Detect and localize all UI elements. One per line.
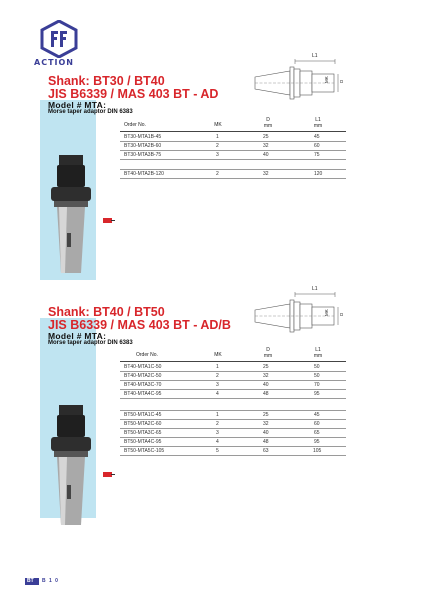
red-marker-stem bbox=[111, 220, 115, 221]
table-cell-mk: 2 bbox=[216, 171, 219, 177]
table-cell-mk: 3 bbox=[216, 152, 219, 158]
table-cell-l1: 60 bbox=[314, 421, 320, 427]
diagram-l1-label: L1 bbox=[312, 53, 318, 59]
table-cell-l1: 45 bbox=[314, 412, 320, 418]
header-order: Order No. bbox=[124, 122, 146, 128]
header-mk: MK bbox=[214, 352, 222, 358]
header-d-unit: mm bbox=[263, 353, 273, 359]
table-cell-order: BT40-MTA2C-50 bbox=[124, 373, 162, 379]
section-1-diagram bbox=[250, 55, 350, 105]
section-1-subtitle: Morse taper adaptor DIN 6383 bbox=[48, 109, 133, 115]
footer-code: BT bbox=[27, 578, 34, 584]
section-2-subtitle: Morse taper adaptor DIN 6383 bbox=[48, 340, 133, 346]
page-number: B 1 0 bbox=[42, 578, 59, 584]
table-cell-l1: 105 bbox=[313, 448, 322, 454]
taper-diagram-icon bbox=[250, 55, 350, 105]
table-cell-mk: 2 bbox=[216, 421, 219, 427]
tool-image-2 bbox=[45, 405, 99, 530]
table-cell-order: BT50-MTA2C-60 bbox=[124, 421, 162, 427]
header-l1-unit: mm bbox=[313, 353, 323, 359]
header-order: Order No. bbox=[136, 352, 158, 358]
header-d: D bbox=[266, 117, 270, 123]
table-cell-d: 40 bbox=[263, 152, 269, 158]
table-cell-mk: 4 bbox=[216, 391, 219, 397]
table-cell-l1: 50 bbox=[314, 364, 320, 370]
section-2-shank-title: Shank: BT40 / BT50 bbox=[48, 305, 165, 319]
table-cell-l1: 45 bbox=[314, 134, 320, 140]
table-cell-mk: 2 bbox=[216, 143, 219, 149]
diagram-d-label: D bbox=[339, 312, 344, 316]
header-l1: L1 bbox=[315, 347, 321, 353]
table-cell-d: 63 bbox=[263, 448, 269, 454]
table-cell-d: 25 bbox=[263, 412, 269, 418]
table-cell-mk: 1 bbox=[216, 364, 219, 370]
diagram-mk-label: MK bbox=[324, 76, 329, 83]
table-cell-mk: 3 bbox=[216, 430, 219, 436]
header-mk: MK bbox=[214, 122, 222, 128]
table-cell-d: 48 bbox=[263, 439, 269, 445]
table-cell-l1: 65 bbox=[314, 430, 320, 436]
section-1-shank-title: Shank: BT30 / BT40 bbox=[48, 74, 165, 88]
header-d: D bbox=[266, 347, 270, 353]
header-d-unit: mm bbox=[263, 123, 273, 129]
header-l1: L1 bbox=[315, 117, 321, 123]
tool-holder-icon bbox=[45, 405, 101, 530]
table-cell-order: BT30-MTA1B-45 bbox=[124, 134, 162, 140]
table-cell-order: BT40-MTA2B-120 bbox=[124, 171, 164, 177]
table-cell-order: BT50-MTA4C-95 bbox=[124, 439, 162, 445]
table-cell-order: BT50-MTA1C-45 bbox=[124, 412, 162, 418]
tool-holder-icon bbox=[45, 155, 101, 280]
table-cell-order: BT30-MTA2B-60 bbox=[124, 143, 162, 149]
section-2-model: Model # MTA: bbox=[48, 331, 107, 341]
table-cell-mk: 4 bbox=[216, 439, 219, 445]
table-cell-d: 32 bbox=[263, 373, 269, 379]
table-cell-order: BT30-MTA3B-75 bbox=[124, 152, 162, 158]
table-cell-order: BT50-MTA3C-65 bbox=[124, 430, 162, 436]
red-marker-stem bbox=[111, 474, 115, 475]
table-cell-d: 48 bbox=[263, 391, 269, 397]
diagram-l1-label: L1 bbox=[312, 286, 318, 292]
table-cell-l1: 120 bbox=[314, 171, 323, 177]
table-cell-d: 32 bbox=[263, 171, 269, 177]
section-1-standard-title: JIS B6339 / MAS 403 BT - AD bbox=[48, 87, 219, 101]
table-cell-mk: 5 bbox=[216, 448, 219, 454]
diagram-mk-label: MK bbox=[324, 309, 329, 316]
table-cell-l1: 95 bbox=[314, 391, 320, 397]
section-1-model: Model # MTA: bbox=[48, 100, 107, 110]
table-cell-d: 25 bbox=[263, 364, 269, 370]
section-2-standard-title: JIS B6339 / MAS 403 BT - AD/B bbox=[48, 318, 231, 332]
table-cell-l1: 70 bbox=[314, 382, 320, 388]
section-2-diagram bbox=[250, 288, 350, 338]
tool-image-1 bbox=[45, 155, 99, 275]
table-cell-l1: 75 bbox=[314, 152, 320, 158]
table-cell-d: 40 bbox=[263, 382, 269, 388]
taper-diagram-icon bbox=[250, 288, 350, 338]
table-cell-order: BT50-MTA5C-105 bbox=[124, 448, 165, 454]
table-cell-mk: 1 bbox=[216, 134, 219, 140]
brand-name: ACTION bbox=[34, 58, 74, 67]
table-cell-order: BT40-MTA3C-70 bbox=[124, 382, 162, 388]
header-l1-unit: mm bbox=[313, 123, 323, 129]
table-cell-l1: 60 bbox=[314, 143, 320, 149]
table-cell-mk: 3 bbox=[216, 382, 219, 388]
table-cell-l1: 95 bbox=[314, 439, 320, 445]
table-cell-d: 32 bbox=[263, 421, 269, 427]
brand-logo bbox=[33, 20, 83, 68]
table-cell-d: 40 bbox=[263, 430, 269, 436]
table-cell-order: BT40-MTA4C-95 bbox=[124, 391, 162, 397]
table-cell-d: 32 bbox=[263, 143, 269, 149]
action-logo-icon bbox=[39, 20, 79, 58]
table-cell-mk: 2 bbox=[216, 373, 219, 379]
table-cell-l1: 50 bbox=[314, 373, 320, 379]
section-1-table bbox=[120, 117, 346, 187]
table-cell-mk: 1 bbox=[216, 412, 219, 418]
table-cell-order: BT40-MTA1C-50 bbox=[124, 364, 162, 370]
section-2-table bbox=[120, 346, 346, 468]
table-cell-d: 25 bbox=[263, 134, 269, 140]
diagram-d-label: D bbox=[339, 79, 344, 83]
